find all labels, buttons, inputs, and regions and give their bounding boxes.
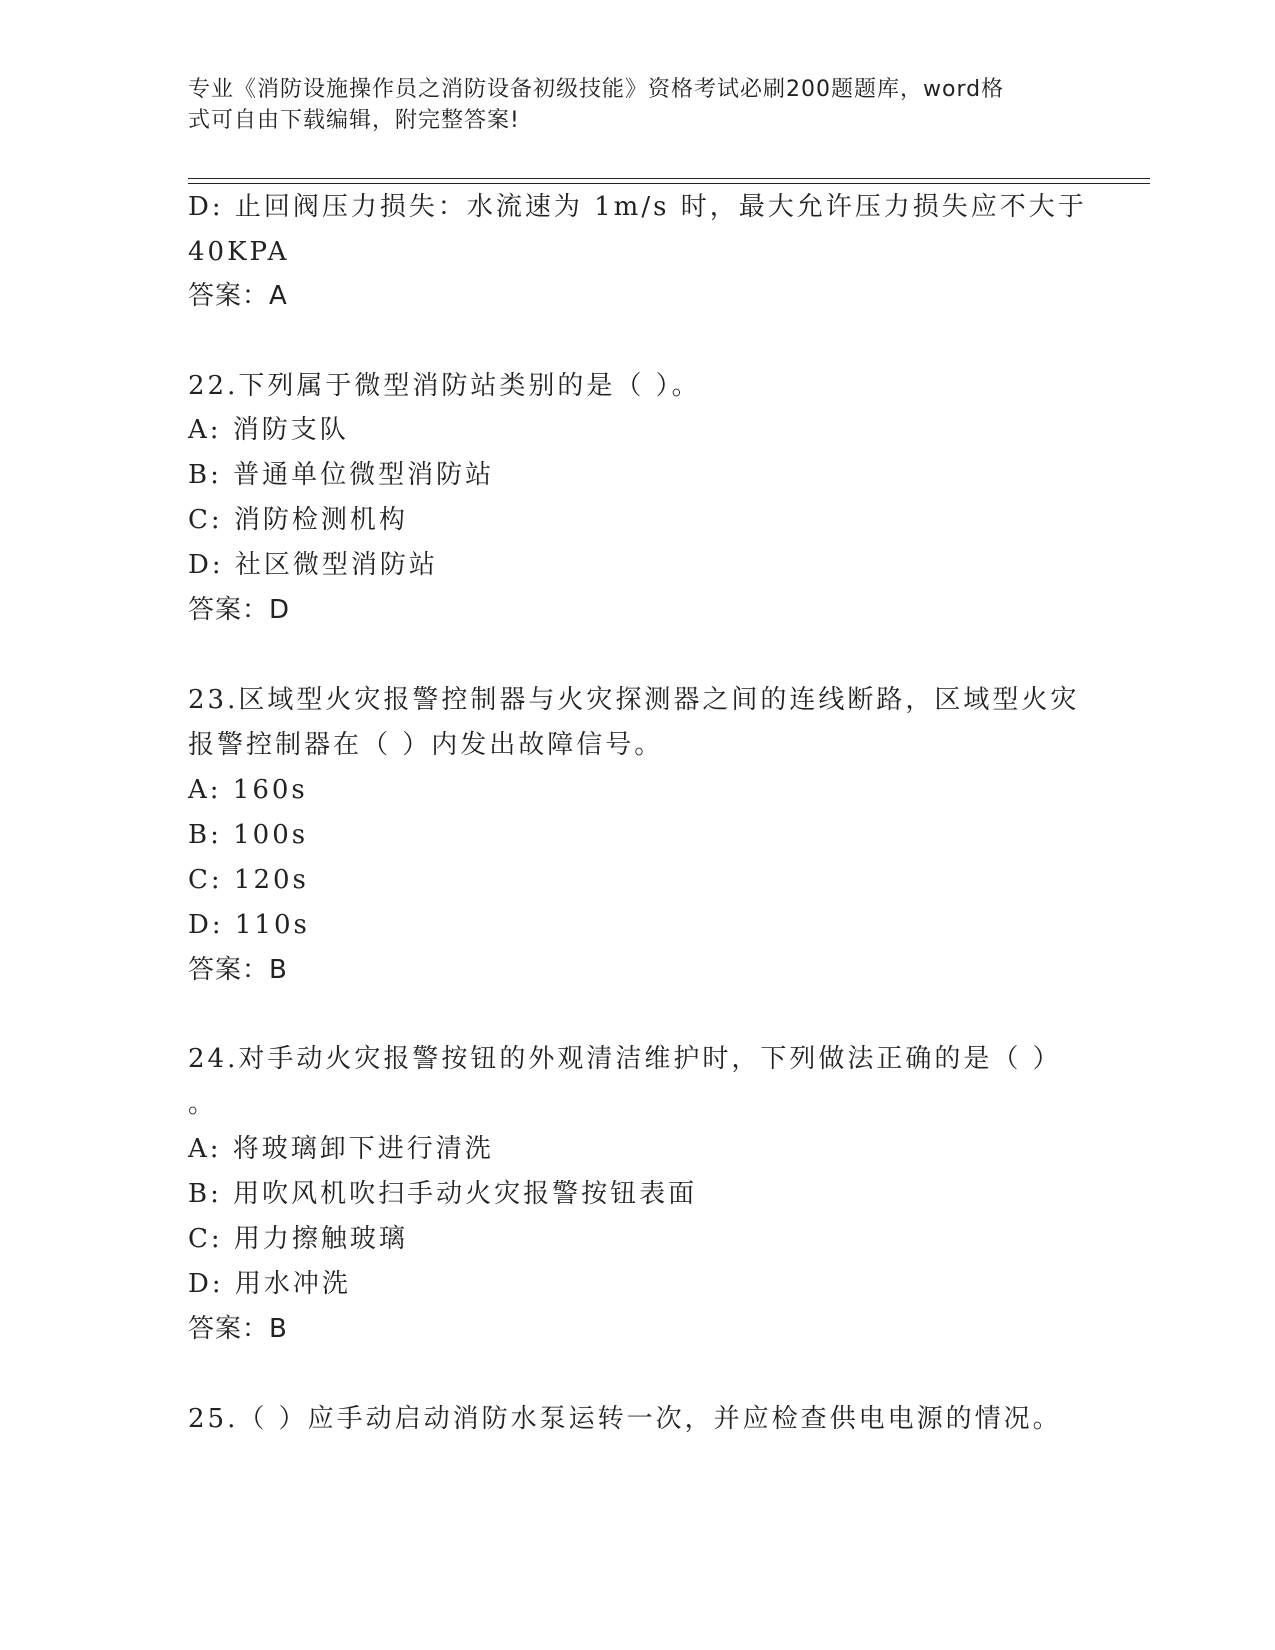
- option-line: D: 社区微型消防站: [188, 550, 438, 580]
- option-line: A: 将玻璃卸下进行清洗: [188, 1134, 494, 1164]
- option-line: C: 120s: [188, 865, 309, 895]
- option-line: A: 消防支队: [188, 415, 349, 445]
- document-header: [188, 74, 1068, 136]
- question-line: 25.（ ）应手动启动消防水泵运转一次，并应检查供电电源的情况。: [188, 1404, 1062, 1434]
- header-line-1: 专业《消防设施操作员之消防设备初级技能》资格考试必刷200题题库，word格: [188, 77, 1005, 102]
- question-line: 。: [188, 1089, 218, 1119]
- answer-line: 答案：A: [188, 281, 288, 311]
- answer-line: 答案：B: [188, 1314, 288, 1344]
- answer-line: 答案：D: [188, 595, 291, 625]
- option-line: B: 普通单位微型消防站: [188, 460, 495, 490]
- question-line: 23.区域型火灾报警控制器与火灾探测器之间的连线断路，区域型火灾: [188, 685, 1080, 715]
- question-line: 24.对手动火灾报警按钮的外观清洁维护时，下列做法正确的是（ ）: [188, 1044, 1062, 1074]
- question-line: 报警控制器在（ ）内发出故障信号。: [188, 730, 664, 760]
- header-line-2: 式可自由下载编辑，附完整答案!: [188, 108, 520, 133]
- question-line: 22.下列属于微型消防站类别的是（ ）。: [188, 371, 701, 401]
- option-line: B: 100s: [188, 820, 309, 850]
- option-line: D: 用水冲洗: [188, 1269, 351, 1299]
- option-line: D: 110s: [188, 910, 310, 940]
- option-line: D: 止回阀压力损失：水流速为 1m/s 时，最大允许压力损失应不大于: [188, 192, 1087, 222]
- option-line: C: 用力擦触玻璃: [188, 1224, 408, 1254]
- option-line: 40KPA: [188, 237, 290, 267]
- header-divider-top: [188, 178, 1150, 179]
- answer-line: 答案：B: [188, 955, 288, 985]
- header-divider-bottom: [188, 183, 1150, 184]
- option-line: C: 消防检测机构: [188, 505, 408, 535]
- option-line: B: 用吹风机吹扫手动火灾报警按钮表面: [188, 1179, 698, 1209]
- option-line: A: 160s: [188, 775, 308, 805]
